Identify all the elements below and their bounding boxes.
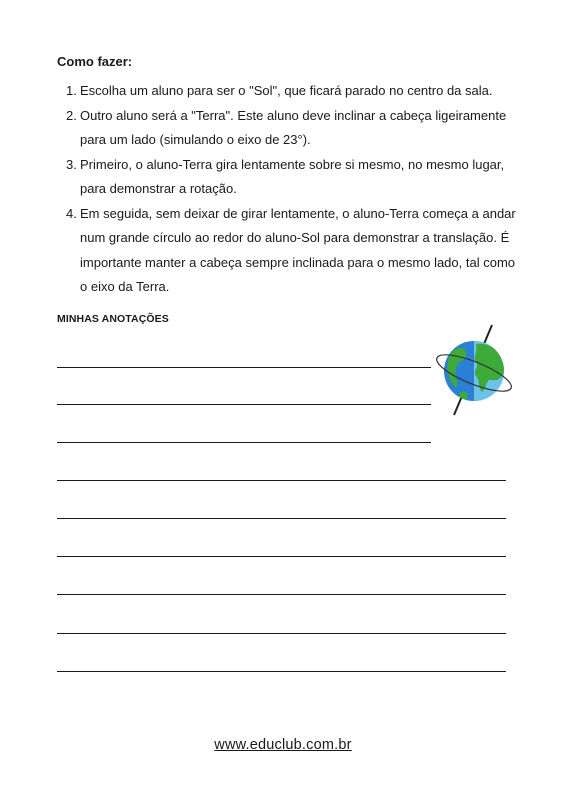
note-line[interactable] bbox=[57, 404, 431, 405]
step-1 bbox=[66, 79, 516, 103]
step-number: 1. bbox=[66, 83, 77, 98]
step-text: Escolha um aluno para ser o "Sol", que ficará parado no centro da sala. bbox=[80, 83, 493, 98]
notes-title: MINHAS ANOTAÇÕES bbox=[57, 313, 169, 325]
step-text: Em seguida, sem deixar de girar lentamente, o aluno-Terra começa a andar num grande círculo ao redor do aluno-Sol para demonstrar a translação. É importante manter a cabeça sempre inclinada para o mesmo lado, tal como o eixo da Terra. bbox=[80, 205, 516, 294]
footer-url[interactable]: www.educlub.com.br bbox=[214, 737, 352, 753]
step-4 bbox=[66, 202, 516, 299]
step-3 bbox=[66, 153, 516, 202]
instruction-steps bbox=[66, 79, 516, 300]
note-line[interactable] bbox=[57, 671, 506, 672]
step-number: 4. bbox=[66, 205, 77, 221]
note-line[interactable] bbox=[57, 556, 506, 557]
step-text: Primeiro, o aluno-Terra gira lentamente sobre si mesmo, no mesmo lugar, para demonstrar a rotação. bbox=[80, 156, 505, 197]
note-line[interactable] bbox=[57, 480, 506, 481]
step-number: 3. bbox=[66, 156, 77, 172]
earth-globe-icon bbox=[436, 322, 518, 416]
note-line[interactable] bbox=[57, 367, 431, 368]
note-line[interactable] bbox=[57, 633, 506, 634]
step-text: Outro aluno será a "Terra". Este aluno deve inclinar a cabeça ligeiramente para um lado (simulando o eixo de 23°). bbox=[80, 107, 507, 148]
step-2 bbox=[66, 104, 516, 153]
note-line[interactable] bbox=[57, 442, 431, 443]
note-line[interactable] bbox=[57, 594, 506, 595]
note-line[interactable] bbox=[57, 518, 506, 519]
instructions-heading: Como fazer: bbox=[57, 54, 133, 69]
step-number: 2. bbox=[66, 107, 77, 123]
